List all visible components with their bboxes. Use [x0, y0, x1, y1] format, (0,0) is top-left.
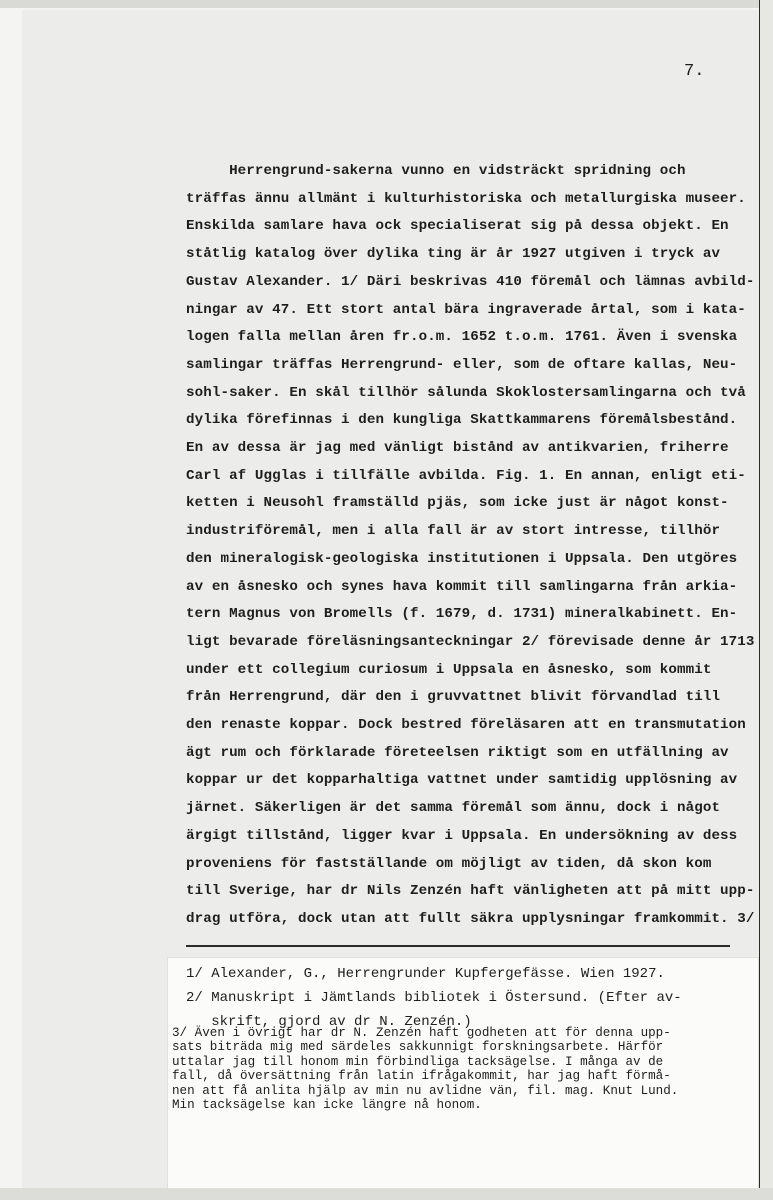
footnote-3-line: sats biträda mig med särdeles sakkunnigt forskningsarbete. Härför: [172, 1040, 664, 1055]
body-text: [186, 158, 755, 934]
body-line: ketten i Neusohl framställd pjäs, som icke just är något konst-: [186, 495, 729, 512]
body-line: ärgigt tillstånd, ligger kvar i Uppsala. En undersökning av dess: [186, 827, 738, 844]
footnote-3-line: Min tacksägelse kan icke längre nå honom.: [172, 1098, 482, 1113]
body-line: sohl-saker. En skål tillhör sålunda Skoklostersamlingarna och två: [186, 384, 746, 401]
body-line: samlingar träffas Herrengrund- eller, som de oftare kallas, Neu-: [186, 356, 738, 373]
footnote-2-continuation: skrift, gjord av dr N. Zenzén.): [186, 1014, 472, 1030]
footnote-2: 2/ Manuskript i Jämtlands bibliotek i Östersund. (Efter av-: [186, 990, 682, 1006]
body-line: av en åsnesko och synes hava kommit till samlingarna från arkia-: [186, 578, 738, 595]
footnote-1: 1/ Alexander, G., Herrengrunder Kupfergefässe. Wien 1927.: [186, 966, 665, 982]
body-line: den mineralogisk-geologiska institutionen i Uppsala. Den utgöres: [186, 550, 738, 567]
footnotes: [186, 962, 746, 1034]
body-line: ningar av 47. Ett stort antal bära ingraverade årtal, som i kata-: [186, 301, 746, 318]
scan-edge-right: [759, 0, 773, 1200]
body-line: från Herrengrund, där den i gruvvattnet blivit förvandlad till: [186, 689, 721, 706]
body-line: järnet. Säkerligen är det samma föremål som ännu, dock i något: [186, 800, 721, 817]
body-line: koppar ur det kopparhaltiga vattnet under samtidig upplösning av: [186, 772, 738, 789]
body-line: drag utföra, dock utan att fullt säkra upplysningar framkommit. 3/: [186, 910, 755, 927]
footnote-3: [172, 1026, 732, 1112]
footnote-3-line: nen att få anlita hjälp av min nu avlidne vän, fil. mag. Knut Lund.: [172, 1083, 679, 1098]
body-line: Enskilda samlare hava ock specialiserat sig på dessa objekt. En: [186, 218, 729, 235]
footnote-3-line: 3/ Även i övrigt har dr N. Zenzén haft godheten att för denna upp-: [172, 1026, 671, 1040]
body-line: Gustav Alexander. 1/ Däri beskrivas 410 föremål och lämnas avbild-: [186, 273, 755, 290]
body-line: Herrengrund-sakerna vunno en vidsträckt spridning och: [186, 163, 686, 179]
page-edge-line: [759, 0, 760, 1200]
scan-edge-bottom: [0, 1188, 773, 1200]
body-line: tern Magnus von Bromells (f. 1679, d. 1731) mineralkabinett. En-: [186, 606, 738, 623]
footnote-3-line: uttalar jag till honom min förbindliga tacksägelse. I många av de: [172, 1054, 664, 1069]
body-line: logen falla mellan åren fr.o.m. 1652 t.o.m. 1761. Även i svenska: [186, 329, 738, 346]
body-line: ståtlig katalog över dylika ting är år 1927 utgiven i tryck av: [186, 246, 721, 263]
body-line: träffas ännu allmänt i kulturhistoriska och metallurgiska museer.: [186, 190, 746, 207]
page-number: 7.: [684, 62, 705, 81]
body-line: till Sverige, har dr Nils Zenzén haft vänligheten att på mitt upp-: [186, 883, 755, 900]
body-line: dylika förefinnas i den kungliga Skattkammarens föremålsbestånd.: [186, 412, 738, 429]
scan-edge-top: [0, 0, 773, 8]
body-line: den renaste koppar. Dock bestred föreläsaren att en transmutation: [186, 717, 746, 734]
body-line: proveniens för fastställande om möjligt av tiden, då skon kom: [186, 855, 712, 872]
body-line: ägt rum och förklarade företeelsen riktigt som en utfällning av: [186, 744, 729, 761]
footnote-divider: [186, 945, 730, 947]
body-line: industriföremål, men i alla fall är av stort intresse, tillhör: [186, 523, 721, 540]
body-line: ligt bevarade föreläsningsanteckningar 2/ förevisade denne år 1713: [186, 633, 755, 650]
body-line: under ett collegium curiosum i Uppsala en åsnesko, som kommit: [186, 661, 712, 678]
body-line: En av dessa är jag med vänligt bistånd av antikvarien, friherre: [186, 440, 729, 457]
body-line: Carl af Ugglas i tillfälle avbilda. Fig. 1. En annan, enligt eti-: [186, 467, 746, 484]
footnote-3-line: fall, då översättning från latin ifrågakommit, har jag haft förmå-: [172, 1069, 671, 1084]
